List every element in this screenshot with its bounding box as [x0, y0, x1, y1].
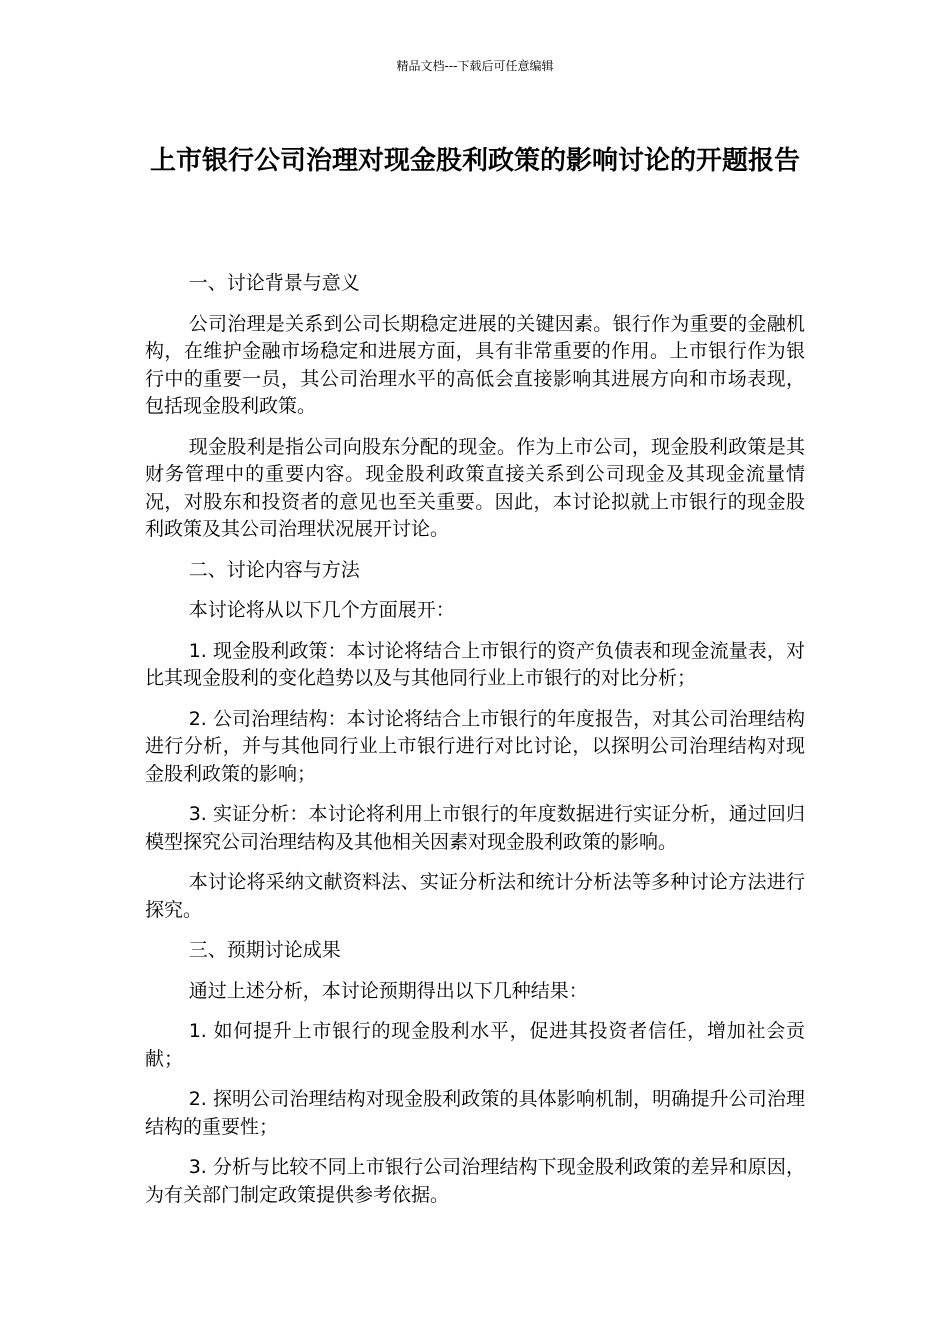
header-note: 精品文档---下载后可任意编辑 [396, 59, 554, 73]
body-paragraph: 本讨论将从以下几个方面展开： [188, 599, 455, 621]
body-paragraph: 公司治理是关系到公司长期稳定进展的关键因素。银行作为重要的金融机构，在维护金融市场稳定和进展方面，具有非常重要的作用。上市银行作为银行中的重要一员，其公司治理水平的高低会直接影响其进展方向和市场表现，包括现金股利政策。 [145, 312, 805, 417]
list-item: 1. 现金股利政策：本讨论将结合上市银行的资产负债表和现金流量表，对比其现金股利的变化趋势以及与其他同行业上市银行的对比分析； [145, 639, 805, 689]
body-paragraph: 通过上述分析，本讨论预期得出以下几种结果： [188, 979, 588, 1002]
list-item: 3. 分析与比较不同上市银行公司治理结构下现金股利政策的差异和原因，为有关部门制定政策提供参考依据。 [145, 1156, 805, 1206]
body-paragraph: 本讨论将采纳文献资料法、实证分析法和统计分析法等多种讨论方法进行探究。 [145, 871, 805, 921]
section-heading-content-method: 二、讨论内容与方法 [188, 558, 360, 581]
body-paragraph: 现金股利是指公司向股东分配的现金。作为上市公司，现金股利政策是其财务管理中的重要内容。现金股利政策直接关系到公司现金及其现金流量情况，对股东和投资者的意见也至关重要。因此，本讨论拟就上市银行的现金股利政策及其公司治理状况展开讨论。 [145, 435, 805, 540]
document-body [145, 270, 805, 1222]
section-heading-expected-results: 三、预期讨论成果 [188, 939, 341, 961]
section-heading-background: 一、讨论背景与意义 [188, 272, 360, 294]
list-item: 2. 公司治理结构：本讨论将结合上市银行的年度报告，对其公司治理结构进行分析，并与其他同行业上市银行进行对比讨论，以探明公司治理结构对现金股利政策的影响； [145, 707, 805, 785]
list-item: 1. 如何提升上市银行的现金股利水平，促进其投资者信任，增加社会贡献； [145, 1020, 805, 1070]
document-title: 上市银行公司治理对现金股利政策的影响讨论的开题报告 [149, 146, 800, 176]
list-item: 3. 实证分析：本讨论将利用上市银行的年度数据进行实证分析，通过回归模型探究公司治理结构及其他相关因素对现金股利政策的影响。 [145, 803, 805, 853]
list-item: 2. 探明公司治理结构对现金股利政策的具体影响机制，明确提升公司治理结构的重要性； [145, 1088, 805, 1138]
